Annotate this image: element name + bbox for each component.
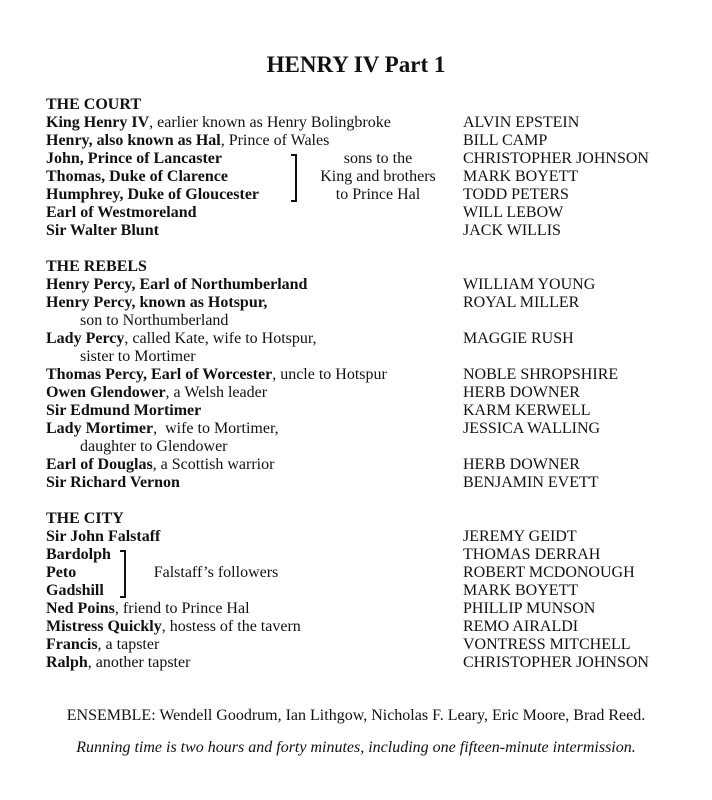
actor-name: CHRISTOPHER JOHNSON [463, 654, 649, 671]
section-heading: THE CITY [46, 510, 124, 527]
section-heading: THE COURT [46, 96, 142, 113]
cast-section [46, 510, 686, 672]
actor-name: THOMAS DERRAH [463, 546, 601, 563]
cast-row [46, 132, 686, 150]
role-description: , called Kate, wife to Hotspur, [124, 330, 317, 347]
group-label-line: King and brothers [320, 168, 436, 185]
actor-name: MARK BOYETT [463, 168, 579, 185]
actor-name: JEREMY GEIDT [463, 528, 577, 545]
actor-name: MARK BOYETT [463, 582, 579, 599]
actor-name: BILL CAMP [463, 132, 548, 149]
actor-name: VONTRESS MITCHELL [463, 636, 631, 653]
role-name: Earl of Westmoreland [46, 204, 197, 221]
role-name: Sir Richard Vernon [46, 474, 180, 491]
cast-row [46, 528, 686, 546]
role-description: , Prince of Wales [220, 132, 330, 149]
actor-name: REMO AIRALDI [463, 618, 579, 635]
cast-row [46, 222, 686, 240]
role-name: Thomas, Duke of Clarence [46, 168, 228, 185]
running-time-note: Running time is two hours and forty minutes, including one fifteen-minute intermission. [76, 739, 636, 756]
cast-row [46, 600, 686, 618]
cast-row [46, 420, 686, 438]
actor-name: MAGGIE RUSH [463, 330, 574, 347]
role-name: Ralph [46, 654, 88, 671]
actor-name: CHRISTOPHER JOHNSON [463, 150, 649, 167]
cast-row [46, 402, 686, 420]
actor-name: WILLIAM YOUNG [463, 276, 596, 293]
actor-name: ALVIN EPSTEIN [463, 114, 580, 131]
role-name: Sir Edmund Mortimer [46, 402, 202, 419]
cast-row [46, 474, 686, 492]
role-description: , another tapster [87, 654, 191, 671]
role-description: , a Welsh leader [165, 384, 268, 401]
role-name: Owen Glendower [46, 384, 166, 401]
page-title: HENRY IV Part 1 [266, 52, 446, 77]
cast-section [46, 258, 686, 492]
role-description: , friend to Prince Hal [114, 600, 250, 617]
role-description-continued: son to Northumberland [80, 312, 229, 329]
cast-row [46, 366, 686, 384]
ensemble-line: ENSEMBLE: Wendell Goodrum, Ian Lithgow, Nicholas F. Leary, Eric Moore, Brad Reed. [66, 707, 646, 724]
role-name: Henry Percy, Earl of Northumberland [46, 276, 308, 293]
cast-row [46, 456, 686, 474]
role-name: John, Prince of Lancaster [46, 150, 222, 167]
role-name: Thomas Percy, Earl of Worcester [46, 366, 273, 383]
role-description: , wife to Mortimer, [153, 420, 279, 437]
role-name: Mistress Quickly [46, 618, 162, 635]
actor-name: JACK WILLIS [463, 222, 561, 239]
role-name: Lady Percy [46, 330, 125, 347]
role-name: Peto [46, 564, 77, 581]
role-name: Lady Mortimer [46, 420, 154, 437]
group-label-line: to Prince Hal [335, 186, 421, 203]
role-name: Sir Walter Blunt [46, 222, 159, 239]
actor-name: TODD PETERS [463, 186, 569, 203]
cast-row [46, 546, 686, 564]
role-description: , earlier known as Henry Bolingbroke [149, 114, 391, 131]
role-description: , a Scottish warrior [152, 456, 275, 473]
actor-name: HERB DOWNER [463, 384, 580, 401]
role-description-continued: sister to Mortimer [80, 348, 196, 365]
actor-name: KARM KERWELL [463, 402, 591, 419]
cast-section [46, 96, 686, 240]
cast-row [46, 582, 686, 600]
role-description: , a tapster [97, 636, 160, 653]
role-description: , uncle to Hotspur [272, 366, 387, 383]
group-label [141, 564, 291, 582]
cast-row [46, 204, 686, 222]
actor-name: PHILLIP MUNSON [463, 600, 596, 617]
actor-name: JESSICA WALLING [463, 420, 601, 437]
cast-row [46, 618, 686, 636]
role-name: Francis [46, 636, 98, 653]
actor-name: ROBERT MCDONOUGH [463, 564, 635, 581]
group-label-line: Falstaff’s followers [153, 564, 279, 581]
role-name: Earl of Douglas [46, 456, 153, 473]
grouping-bracket [120, 550, 126, 598]
role-name: Henry Percy, known as Hotspur, [46, 294, 268, 311]
cast-row [46, 654, 686, 672]
cast-row [46, 114, 686, 132]
role-name: King Henry IV [46, 114, 150, 131]
cast-row [46, 636, 686, 654]
role-name: Ned Poins [46, 600, 115, 617]
cast-row [46, 384, 686, 402]
cast-row [46, 276, 686, 294]
role-description-continued: daughter to Glendower [80, 438, 228, 455]
role-name: Humphrey, Duke of Gloucester [46, 186, 260, 203]
cast-row [46, 294, 686, 312]
cast-row [46, 348, 686, 366]
role-description: , hostess of the tavern [161, 618, 301, 635]
actor-name: WILL LEBOW [463, 204, 564, 221]
actor-name: BENJAMIN EVETT [463, 474, 599, 491]
grouping-bracket [291, 154, 297, 202]
actor-name: HERB DOWNER [463, 456, 580, 473]
section-heading: THE REBELS [46, 258, 147, 275]
role-name: Henry, also known as Hal [46, 132, 221, 149]
actor-name: ROYAL MILLER [463, 294, 580, 311]
cast-row [46, 330, 686, 348]
cast-row [46, 312, 686, 330]
role-name: Sir John Falstaff [46, 528, 161, 545]
role-name: Bardolph [46, 546, 111, 563]
group-label [308, 150, 448, 204]
cast-row [46, 438, 686, 456]
cast-list [46, 96, 686, 690]
group-label-line: sons to the [343, 150, 413, 167]
role-name: Gadshill [46, 582, 104, 599]
actor-name: NOBLE SHROPSHIRE [463, 366, 619, 383]
